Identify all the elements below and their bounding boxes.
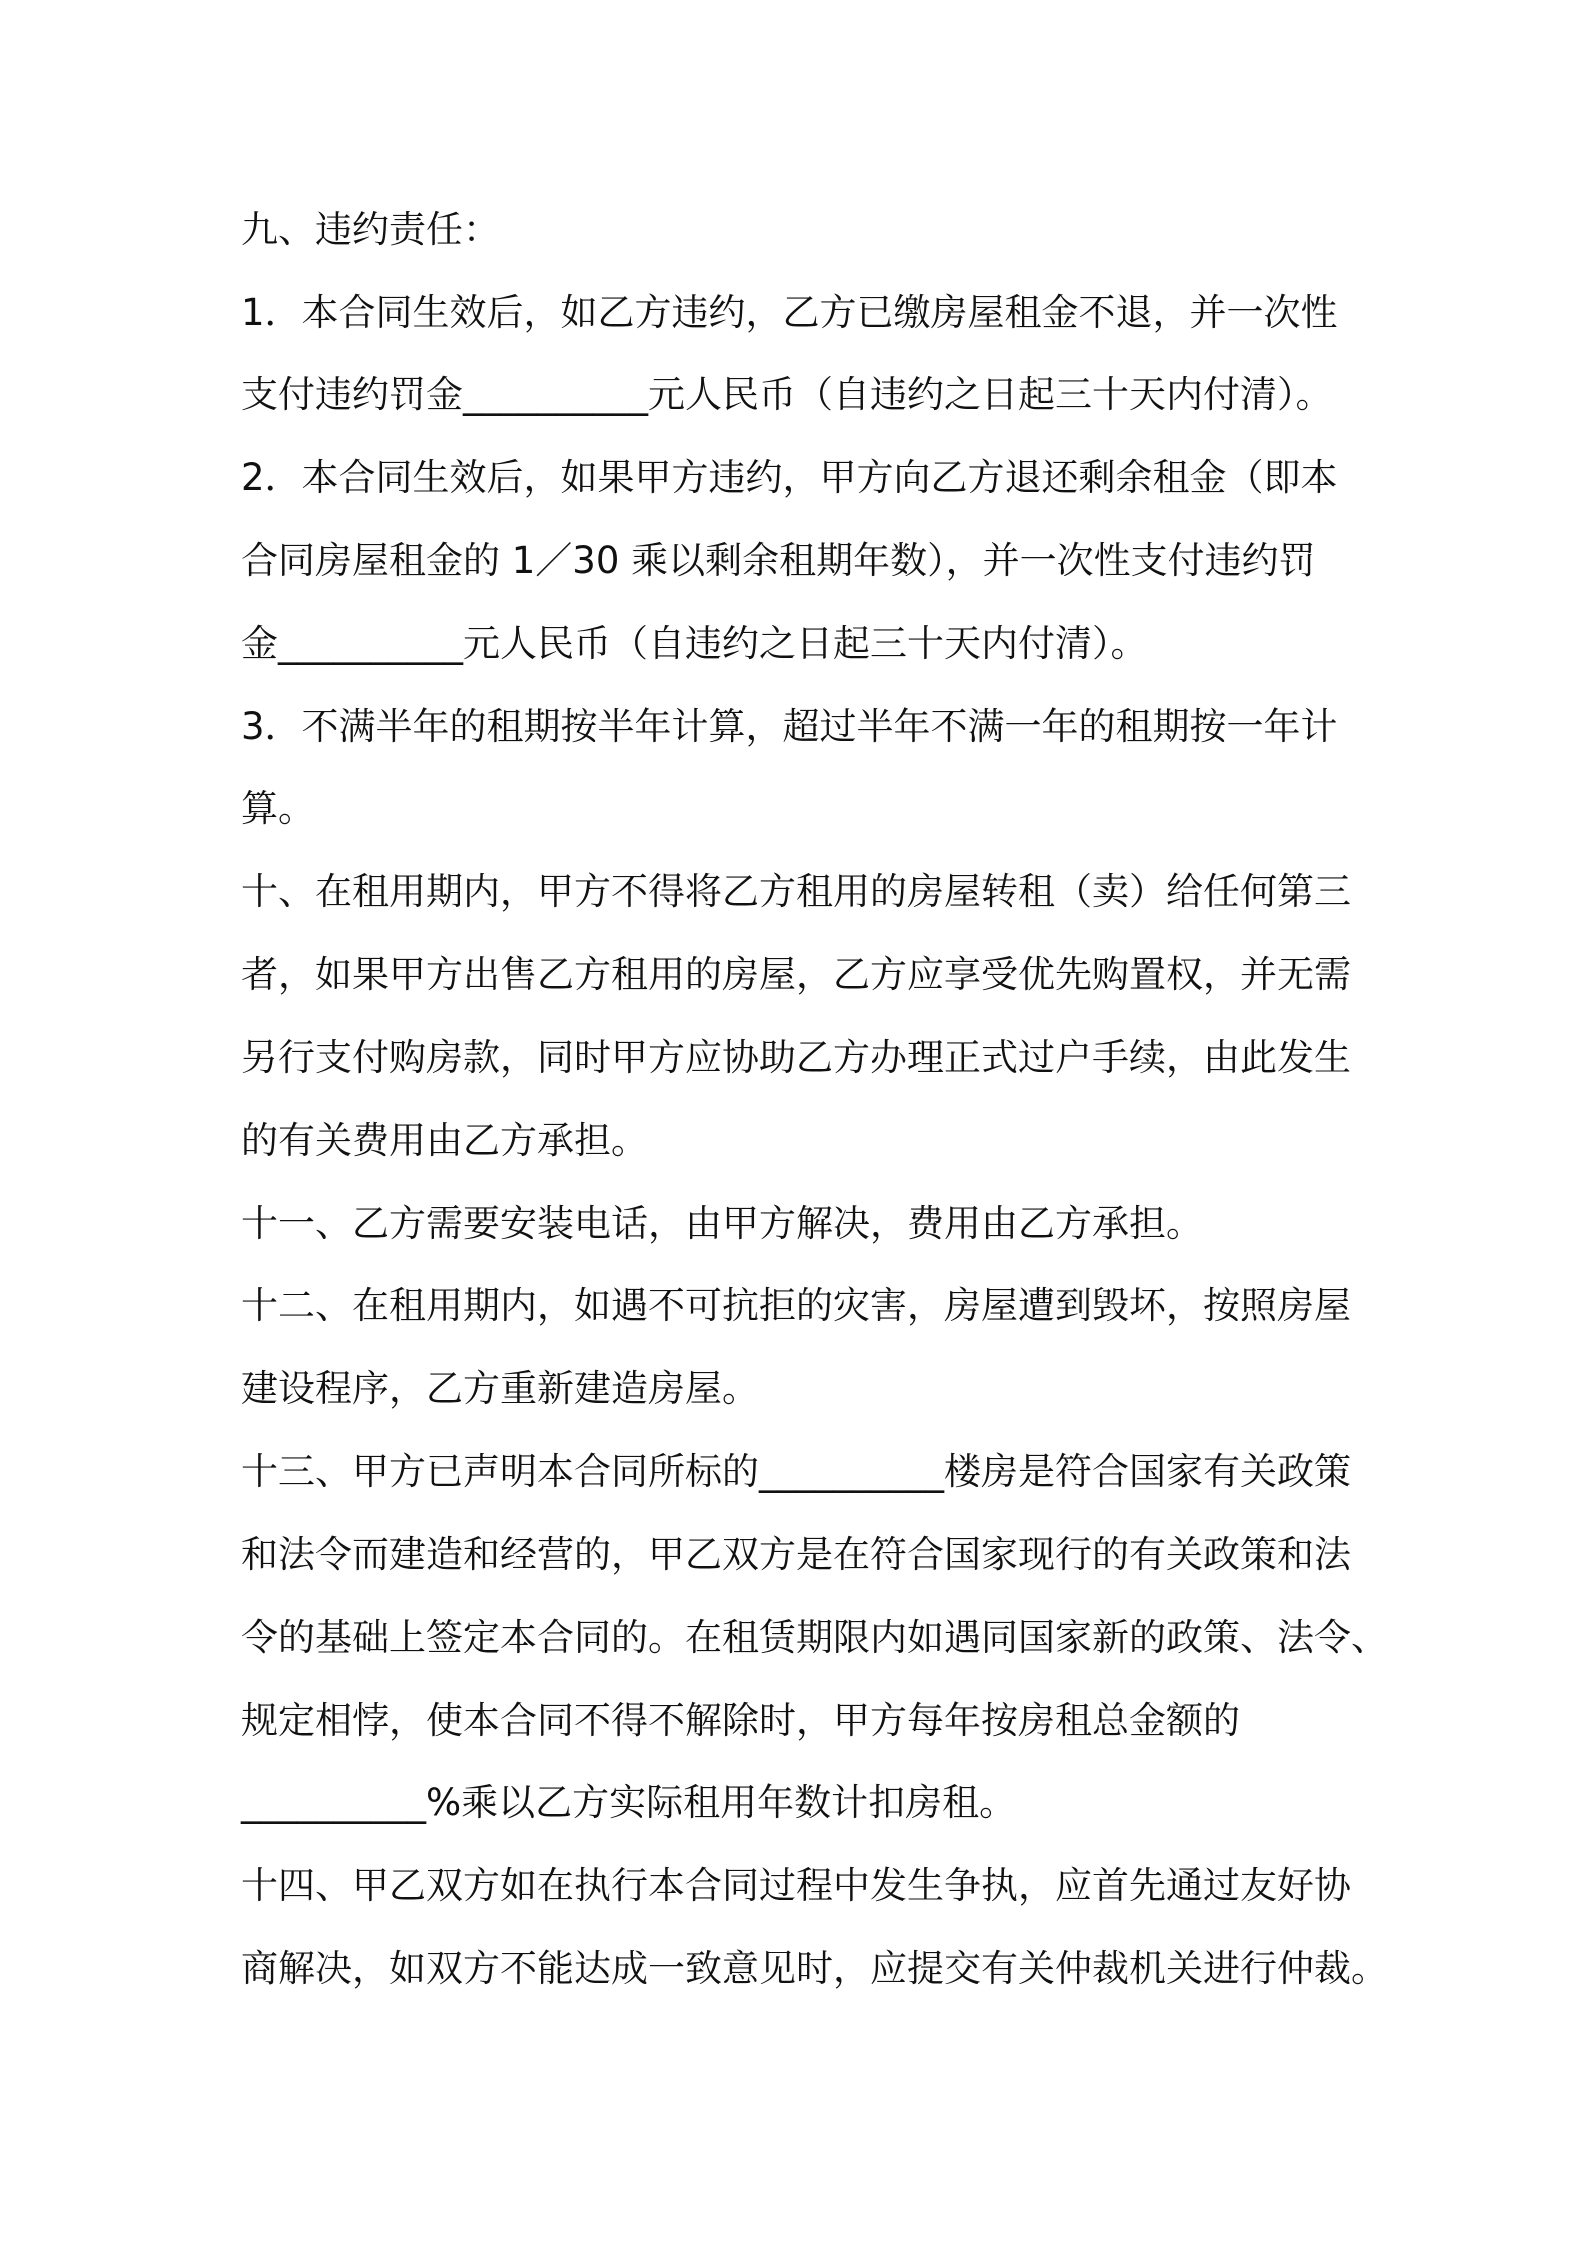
clause-9-2-line-1: 2．本合同生效后，如果甲方违约，甲方向乙方退还剩余租金（即本 (241, 456, 1338, 499)
section-12-line-1: 十二、在租用期内，如遇不可抗拒的灾害，房屋遭到毁坏，按照房屋 (241, 1284, 1351, 1327)
clause-9-2-line-2: 合同房屋租金的 1／30 乘以剩余租期年数），并一次性支付违约罚 (241, 539, 1316, 582)
section-10-line-4: 的有关费用由乙方承担。 (241, 1119, 648, 1162)
clause-9-3-line-1: 3．不满半年的租期按半年计算，超过半年不满一年的租期按一年计 (241, 705, 1338, 748)
clause-9-2-line-3: 金__________元人民币（自违约之日起三十天内付清）。 (241, 622, 1148, 665)
section-12-line-2: 建设程序，乙方重新建造房屋。 (241, 1367, 759, 1410)
section-13-line-5: __________%乘以乙方实际租用年数计扣房租。 (241, 1781, 1017, 1824)
clause-9-1-line-2: 支付违约罚金__________元人民币（自违约之日起三十天内付清）。 (241, 373, 1333, 416)
section-13-line-4: 规定相悖，使本合同不得不解除时，甲方每年按房租总金额的 (241, 1699, 1240, 1742)
section-10-line-2: 者，如果甲方出售乙方租用的房屋，乙方应享受优先购置权，并无需 (241, 953, 1351, 996)
section-9-heading: 九、违约责任： (241, 208, 500, 251)
section-10-line-3: 另行支付购房款，同时甲方应协助乙方办理正式过户手续，由此发生 (241, 1036, 1351, 1079)
section-10-line-1: 十、在租用期内，甲方不得将乙方租用的房屋转租（卖）给任何第三 (241, 870, 1351, 913)
clause-9-1-line-1: 1．本合同生效后，如乙方违约，乙方已缴房屋租金不退，并一次性 (241, 291, 1338, 334)
section-14-line-1: 十四、甲乙双方如在执行本合同过程中发生争执，应首先通过友好协 (241, 1864, 1351, 1907)
clause-9-3-line-2: 算。 (241, 787, 315, 830)
section-13-line-2: 和法令而建造和经营的，甲乙双方是在符合国家现行的有关政策和法 (241, 1533, 1351, 1576)
section-13-line-3: 令的基础上签定本合同的。在租赁期限内如遇同国家新的政策、法令、 (241, 1616, 1388, 1659)
section-13-line-1: 十三、甲方已声明本合同所标的__________楼房是符合国家有关政策 (241, 1450, 1351, 1493)
section-14-line-2: 商解决，如双方不能达成一致意见时，应提交有关仲裁机关进行仲裁。 (241, 1947, 1388, 1990)
section-11-line-1: 十一、乙方需要安装电话，由甲方解决，费用由乙方承担。 (241, 1202, 1203, 1245)
